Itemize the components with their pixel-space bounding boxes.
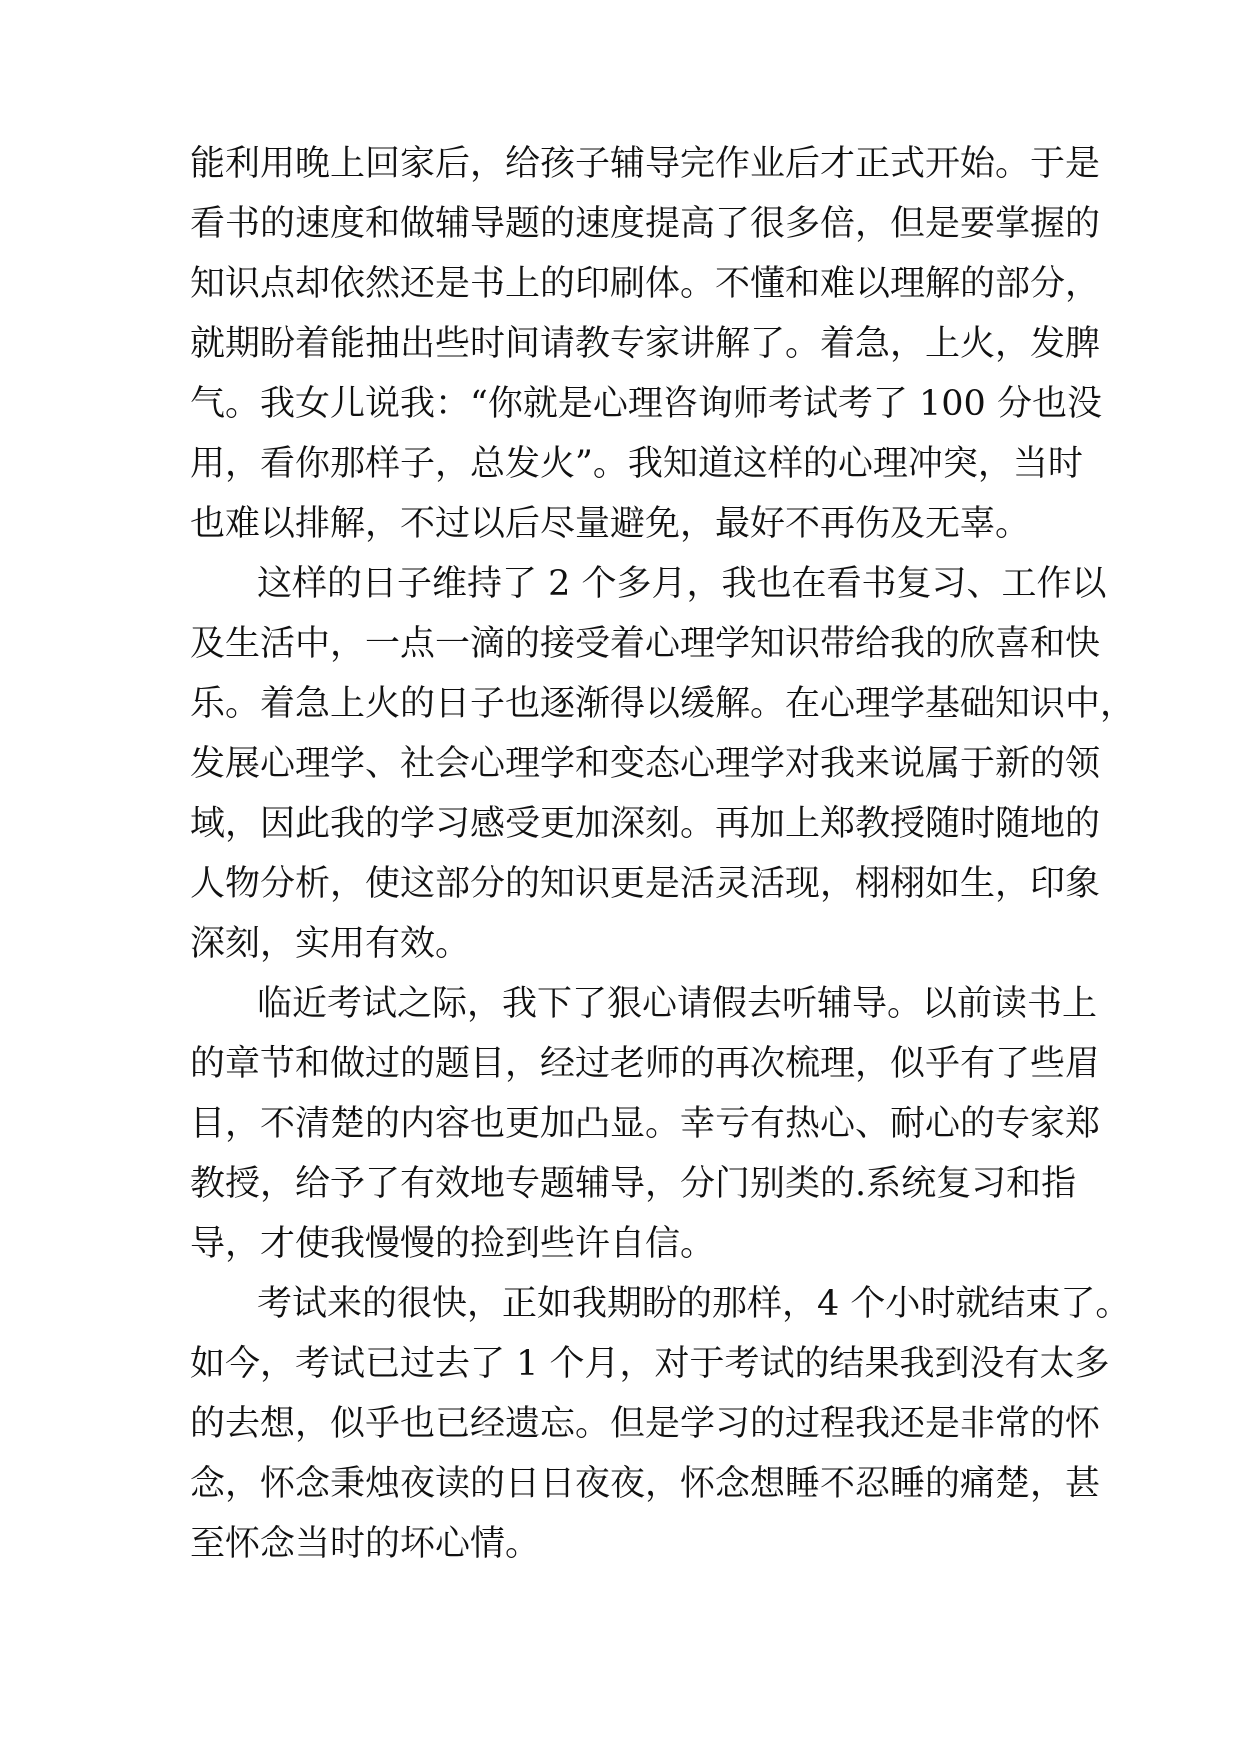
text-line: 的去想，似乎也已经遗忘。但是学习的过程我还是非常的怀 bbox=[190, 1404, 1101, 1444]
text-line: 导，才使我慢慢的捡到些许自信。 bbox=[190, 1224, 716, 1264]
text-line: 的章节和做过的题目，经过老师的再次梳理，似乎有了些眉 bbox=[190, 1044, 1101, 1084]
text-line: 深刻，实用有效。 bbox=[190, 924, 471, 964]
text-line: 气。我女儿说我：“你就是心理咨询师考试考了 100 分也没 bbox=[190, 384, 1102, 424]
text-line: 域，因此我的学习感受更加深刻。再加上郑教授随时随地的 bbox=[190, 804, 1101, 844]
text-line: 看书的速度和做辅导题的速度提高了很多倍，但是要掌握的 bbox=[190, 204, 1101, 244]
text-line: 如今，考试已过去了 1 个月，对于考试的结果我到没有太多 bbox=[190, 1344, 1110, 1384]
text-line: 乐。着急上火的日子也逐渐得以缓解。在心理学基础知识中， bbox=[190, 684, 1136, 724]
paragraph-first-line: 这样的日子维持了 2 个多月，我也在看书复习、工作以 bbox=[257, 564, 1107, 604]
text-line: 也难以排解，不过以后尽量避免，最好不再伤及无辜。 bbox=[190, 504, 1031, 544]
text-line: 能利用晚上回家后，给孩子辅导完作业后才正式开始。于是 bbox=[190, 144, 1101, 184]
text-line: 及生活中，一点一滴的接受着心理学知识带给我的欣喜和快 bbox=[190, 624, 1101, 664]
paragraph-first-line: 考试来的很快，正如我期盼的那样，4 个小时就结束了。 bbox=[257, 1284, 1131, 1324]
text-line: 人物分析，使这部分的知识更是活灵活现，栩栩如生，印象 bbox=[190, 864, 1101, 904]
text-line: 至怀念当时的坏心情。 bbox=[190, 1524, 541, 1564]
text-line: 就期盼着能抽出些时间请教专家讲解了。着急，上火，发脾 bbox=[190, 324, 1101, 364]
paragraph-first-line: 临近考试之际，我下了狠心请假去听辅导。以前读书上 bbox=[257, 984, 1098, 1024]
text-line: 念，怀念秉烛夜读的日日夜夜，怀念想睡不忍睡的痛楚，甚 bbox=[190, 1464, 1101, 1504]
text-line: 目，不清楚的内容也更加凸显。幸亏有热心、耐心的专家郑 bbox=[190, 1104, 1101, 1144]
text-line: 教授，给予了有效地专题辅导，分门别类的.系统复习和指 bbox=[190, 1164, 1077, 1204]
text-line: 发展心理学、社会心理学和变态心理学对我来说属于新的领 bbox=[190, 744, 1101, 784]
text-line: 知识点却依然还是书上的印刷体。不懂和难以理解的部分， bbox=[190, 264, 1101, 304]
text-line: 用，看你那样子，总发火”。我知道这样的心理冲突，当时 bbox=[190, 444, 1083, 484]
